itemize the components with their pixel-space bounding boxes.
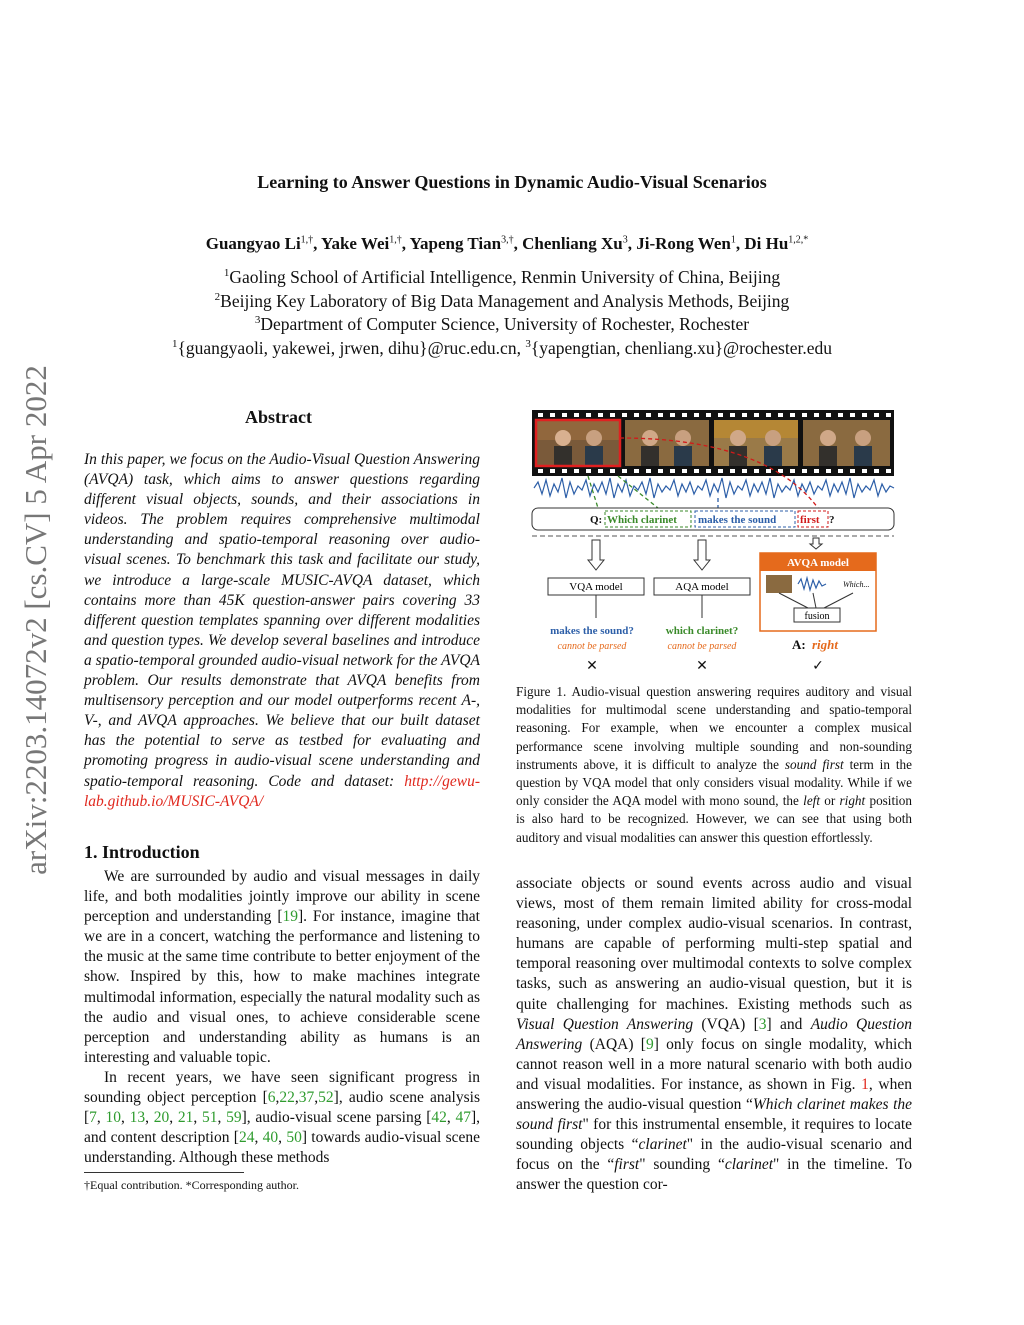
abstract-text: In this paper, we focus on the Audio-Visual Question Answering (AVQA) task, which aims to answer questions regarding different visual objects, sounds, and their associations in videos. The problem requires comprehensive multimodal understanding and spatio-temporal reasoning over audio-visual scenes. To benchmark this task and facilitate our study, we introduce a large-scale MUSIC-AVQA dataset, which contains more than 45K question-answer pairs covering 33 different question templates spanning over different modalities and question types. We develop several baselines and introduce a spatio-temporal grounded audio-visual network for the AVQA problem. Our results demonstrate that AVQA benefits from multisensory perception and our model outperforms recent A-, V-, and AVQA approaches. We believe that our built dataset has the potential to serve as testbed for evaluating and promoting progress in audio-visual scene understanding and spatio-temporal reasoning. Code and dataset: xyxy=(84,451,480,790)
arxiv-identifier: arXiv:2203.14072v2 [cs.CV] 5 Apr 2022 xyxy=(18,365,53,875)
cross-icon: ✕ xyxy=(696,658,708,673)
figure-caption xyxy=(516,683,912,847)
text-run: associate objects or sound events across audio and visual views, most of them remain limited ability for cross-modal reasoning, under complex audio-visual scenarios. In contrast, humans are capable of performing multi-step spatial and temporal reasoning over multimodal contexts to solve complex tasks, such as answering an audio-visual question, but it is quite challenging for machines. Existing methods such as xyxy=(516,875,912,1013)
author-sup: 1,† xyxy=(389,234,402,246)
paper-title: Learning to Answer Questions in Dynamic Audio-Visual Scenarios xyxy=(257,172,767,192)
text-run: ] towards audio-visual scene understanding. Although these methods xyxy=(84,1129,481,1167)
text-run: , when answering the audio-visual question “ xyxy=(516,1075,912,1114)
arrow-down-icon xyxy=(694,540,710,570)
text-run: " in the timeline. To answer the question cor- xyxy=(516,1156,913,1194)
question-suffix: ? xyxy=(829,514,835,526)
video-frame-2 xyxy=(625,420,709,466)
affiliation-2 xyxy=(0,291,1004,312)
figure-1 xyxy=(528,408,898,673)
text-run: ], audio scene analysis [ xyxy=(84,1089,480,1127)
affiliation-text: Beijing Key Laboratory of Big Data Management and Analysis Methods, Beijing xyxy=(220,291,790,311)
citation-link[interactable]: 47 xyxy=(455,1109,471,1127)
abstract-heading: Abstract xyxy=(245,407,312,427)
text-run: Which clarinet makes the sound first xyxy=(516,1096,913,1134)
email-sup: 3 xyxy=(525,338,531,351)
citation-link[interactable]: 24 xyxy=(238,1129,255,1147)
question-part-makes-sound: makes the sound xyxy=(698,514,777,526)
footnote-rule xyxy=(84,1172,244,1173)
affiliation-text: Department of Computer Science, University of Rochester, Rochester xyxy=(260,314,750,334)
video-frame-3 xyxy=(714,420,798,466)
text-run: term in the question by VQA model that only considers visual modality. While if we only consider the AQA model with mono sound, the xyxy=(516,756,912,809)
question-part-which-clarinet: Which clarinet xyxy=(607,514,677,526)
text-run: position is also hard to be recognized. However, we can see that using both auditory and visual modalities can answer this question effortlessly. xyxy=(516,793,912,845)
author-name: Yake Wei xyxy=(321,234,390,253)
citation-link[interactable]: 22 xyxy=(279,1089,295,1107)
aqa-output: which clarinet? xyxy=(665,625,739,637)
text-run: first xyxy=(614,1156,640,1174)
answer-prefix: A: xyxy=(792,637,806,652)
vqa-cannot-parse: cannot be parsed xyxy=(557,641,627,652)
audio-waveform xyxy=(534,478,894,498)
author-sup: 3 xyxy=(622,234,628,246)
citation-link[interactable]: 50 xyxy=(286,1129,302,1147)
citation-link[interactable]: 13 xyxy=(129,1109,146,1127)
fusion-label: fusion xyxy=(804,611,830,622)
affiliation-sup: 3 xyxy=(254,314,261,327)
text-run: ] and xyxy=(766,1015,811,1033)
citation-link[interactable]: 51 xyxy=(201,1109,218,1127)
avqa-frame-thumbnail xyxy=(766,575,792,593)
text-run: ], and content description [ xyxy=(84,1109,481,1147)
text-run: ]. For instance, imagine that we are in a concert, watching the performance and listening to the music at the same time contribute to better enjoyment of the show. Inspired by this, how to make machines integrate multimodal information, especially the natural modality such as the audio and visual ones, to achieve considerable scene perception and understanding ability as humans is an interesting and valuable topic. xyxy=(84,908,481,1066)
text-run: (AQA) [ xyxy=(582,1035,646,1053)
avqa-which-label: Which... xyxy=(843,580,870,589)
affiliation-sup: 2 xyxy=(214,291,221,304)
author-name: Di Hu xyxy=(744,234,789,253)
dataset-link[interactable]: http://gewu-lab.github.io/MUSIC-AVQA/ xyxy=(84,772,480,810)
author-sup: 1,2,* xyxy=(788,234,809,246)
intro-paragraph-2: In recent years, we have seen significant progress in sounding object perception [6,22,37,52], audio scene analysis [7, 10, 13, 20, 21, 51, 59], audio-visual scene parsing [42, 47], and content description [24, 40, 50] towards audio-visual scene understanding. Although these methods xyxy=(84,1068,481,1167)
text-run: Visual Question Answering xyxy=(516,1015,694,1033)
citation-link[interactable]: 21 xyxy=(177,1109,194,1127)
citation-link[interactable]: 9 xyxy=(645,1035,654,1053)
citation-link[interactable]: 7 xyxy=(89,1109,97,1127)
text-run: sound first xyxy=(784,756,844,772)
text-run: clarinet xyxy=(638,1136,687,1154)
text-run: We are surrounded by audio and visual messages in daily life, and both modalities jointly improve our ability in scene perception and understanding [ xyxy=(84,868,480,926)
email-sup: 1 xyxy=(172,338,178,351)
author-name: Ji-Rong Wen xyxy=(636,234,731,253)
link-line xyxy=(618,476,658,508)
vqa-output: makes the sound? xyxy=(550,625,634,637)
text-run: Audio Question Answering xyxy=(516,1015,912,1053)
citation-link[interactable]: 40 xyxy=(262,1129,279,1147)
video-frame-1 xyxy=(536,420,620,466)
affiliation-3 xyxy=(0,314,1004,335)
avqa-model-label: AVQA model xyxy=(787,557,849,569)
aqa-model-label: AQA model xyxy=(675,581,729,593)
text-run: " for this instrumental ensemble, it requires to locate sounding objects “ xyxy=(516,1116,913,1154)
vqa-model-label: VQA model xyxy=(569,581,623,593)
citation-link[interactable]: 42 xyxy=(431,1109,447,1127)
arrow-down-icon xyxy=(588,540,604,570)
citation-link[interactable]: 20 xyxy=(153,1109,170,1127)
text-run: Figure 1. Audio-visual question answering requires auditory and visual modalities for multimodal scene understanding and spatio-temporal reasoning. For example, when we encounter a complex musical performance scene involving multiple sounding and non-sounding instruments above, it is difficult to analyze the xyxy=(516,684,912,772)
question-prefix: Q: xyxy=(590,514,603,526)
text-run: clarinet xyxy=(724,1156,774,1174)
video-frame-4 xyxy=(803,420,890,466)
author-sup: 3,† xyxy=(501,234,514,246)
author-list: Guangyao $Li^{1,\dagger}$, Yake Wei$^{1,\dagger}$, Yapeng Tian$^{3,\dagger}$, Chenliang Xu$^3$, Ji-Rong Wen$^1$, Di $Hu^{1,2,*}$ xyxy=(205,234,809,253)
text-run: (VQA) [ xyxy=(693,1015,759,1033)
author-name: Yapeng Tian xyxy=(409,234,502,253)
text-run: " in the audio-visual scenario and focus on the “ xyxy=(516,1136,913,1174)
text-run: or xyxy=(820,793,840,809)
intro-paragraph-1 xyxy=(84,867,480,1068)
intro-right-column xyxy=(516,874,912,1196)
author-sup: 1,† xyxy=(300,234,314,246)
citation-link[interactable]: 3 xyxy=(758,1015,767,1033)
affiliation-1 xyxy=(0,267,1004,288)
text-run: left xyxy=(803,793,821,809)
citation-link[interactable]: 37 xyxy=(298,1089,315,1107)
text-run: " sounding “ xyxy=(639,1156,725,1174)
email-text: {yapengtian, chenliang.xu}@rochester.edu xyxy=(530,338,832,358)
text-run: ], audio-visual scene parsing [ xyxy=(241,1109,432,1127)
question-part-first: first xyxy=(800,514,820,526)
abstract-body xyxy=(84,450,480,812)
figure-link[interactable]: 1 xyxy=(861,1075,869,1093)
arrow-down-icon xyxy=(810,538,822,549)
author-emails xyxy=(0,338,1004,359)
aqa-cannot-parse: cannot be parsed xyxy=(667,641,737,652)
affiliation-text: Gaoling School of Artificial Intelligence, Renmin University of China, Beijing xyxy=(229,267,781,287)
intro-left-column xyxy=(84,867,480,1168)
affiliation-sup: 1 xyxy=(223,267,230,280)
check-icon: ✓ xyxy=(812,658,824,673)
email-text: {guangyaoli, yakewei, jrwen, dihu}@ruc.edu.cn, xyxy=(177,338,526,358)
author-sup: 1 xyxy=(730,234,736,246)
author-name: Guangyao Li xyxy=(205,234,301,253)
cross-icon: ✕ xyxy=(586,658,598,673)
answer-value: right xyxy=(812,637,839,652)
text-run: ] only focus on single modality, which cannot reason well in a more natural scenario with both audio and visual modalities. For instance, as shown in Fig. xyxy=(516,1035,912,1093)
section-heading-introduction: 1. Introduction xyxy=(84,842,200,862)
citation-link[interactable]: 59 xyxy=(226,1109,242,1127)
text-run: In recent years, we have seen significant progress in sounding object perception [ xyxy=(84,1068,480,1107)
citation-link[interactable]: 19 xyxy=(282,908,298,926)
citation-link[interactable]: 6 xyxy=(267,1089,276,1107)
text-run: right xyxy=(839,793,866,809)
author-name: Chenliang Xu xyxy=(522,234,623,253)
citation-link[interactable]: 52 xyxy=(318,1089,334,1107)
citation-link[interactable]: 10 xyxy=(105,1109,122,1127)
footnote: †Equal contribution. *Corresponding author. xyxy=(84,1178,299,1192)
